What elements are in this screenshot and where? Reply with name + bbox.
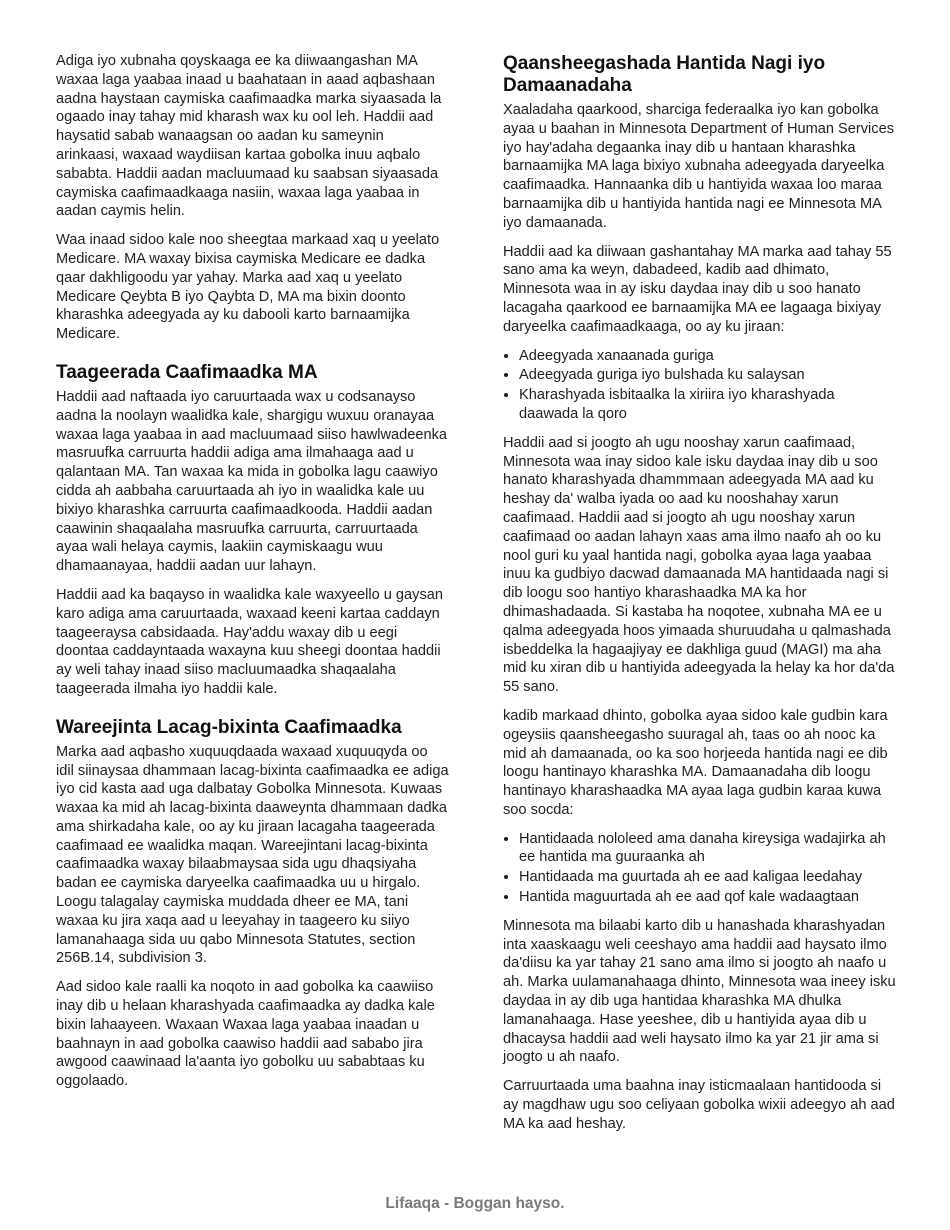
paragraph: Marka aad aqbasho xuquuqdaada waxaad xuquuqyda oo idil siinaysaa dhammaan lacag-bixinta caafimaadka ee adiga iyo cid kasta aad uga dalbatay Gobolka Minnesota. Kuwaas waxaa ka mid ah lacag-bixinta daaweynta dhammaan dadka ama shirkadaha kale, oo ay ku jiraan lacagaha taageerada caafimaad ee waalidka maqan. Wareejintani lacag-bixinta caafimaadka waxay bilaabmaysaa sida ugu dhaqsiyaha badan ee caymiska daryeelka caafimaadka uu u hirgalo. Loogu talagalay caymiska muddada dheer ee MA, tani waxaa ku jira xaqa aad u leeyahay in taageero ku siiyo lamanahaaga sida uu qabo Minnesota Statutes, section 256B.14, subdivision 3.: [56, 743, 449, 967]
paragraph: Haddii aad ka diiwaan gashantahay MA marka aad tahay 55 sano ama ka weyn, dabadeed, kadib aad dhimato, Minnesota waa in ay isku daydaa inay dib u soo hanato lacagaha qaarkood ee barnaamijka MA ee lagaaga bixiyay daryeelka caafimaadkaaga, oo ay ku jiraan:: [503, 243, 892, 335]
paragraph: Waa inaad sidoo kale noo sheegtaa markaad xaq u yeelato Medicare. MA waxay bixisa caymiska Medicare ee dadka qaar dakhligoodu yar yahay. Marka aad xaq u yeelato Medicare Qeybta B iyo Qaybta D, MA ma bixin doonto kharashka adeegyada ay ku dabooli karto barnaamijka Medicare.: [56, 232, 440, 343]
list-item: • Hantida maguurtada ah ee aad qof kale wadaagtaan: [519, 888, 896, 907]
paragraph: Minnesota ma bilaabi karto dib u hanashada kharashyadan inta xaaskaagu weli ceeshayo ama haddii aad haysato ilmo da'diisu ka yar tahay 21 sano ama ilmo si joogto ah naafo u ah. Marka uulamanahaaga dhinto, Minnesota waa ineey isku daydaa in ay dib uga hantidaa kharashka MA dhulka lamanahaaga. Hase yeeshee, dib u hantiyida ayaa dib u dhacaysa haddii aad weli haysato ilmo ka yar 21 jir ama si joogto u ah naafo.: [503, 917, 896, 1066]
left-column: [56, 52, 449, 1101]
paragraph: Haddii aad si joogto ah ugu nooshay xarun caafimaad, Minnesota waa inay sidoo kale isku daydaa inay dib u soo hanato kharashyada dhammmaan adeegyada MA aad ku heshay da' walba iyada oo aad ku nooshahay xarun caafimaad. Haddii aad si joogto ah ugu nooshay xarun caafimaad oo aadan lahayn xaas ama ilmo naafo ah oo ku nool guri ku yaal hantida nagi, gobolka ayaa laga yaabaa inuu ka gudbiyo dacwad damaanada MA hantidaada nagi si dib loogu soo hantiyo kharashaadka MA ka hor dhimashadaada. Si kastaba ha noqotee, xubnaha MA ee u qalma adeegyada hoos yimaada shuruudaha u qalmashada isbeddelka la hagaajiyay ee dakhliga guud (MAGI) ma aha mid ku xiran dib u hantiyida adeegyada la helay ka hor da'da 55 sano.: [503, 434, 895, 696]
paragraph: Haddii aad ka baqayso in waalidka kale waxyeello u gaysan karo adiga ama caruurtaada, waxaad keeni kartaa caddayn taageeraysa cabsidaada. Hay'addu waxay dib u eegi doontaa caddayntaada waxayna kuu sheegi doontaa haddii ay weli tahay inaad siiso macluumaadka shaqaalaha taageerada ilmaha iyo haddii kale.: [56, 586, 443, 697]
list-item: • Adeegyada guriga iyo bulshada ku salaysan: [519, 366, 896, 385]
bullet-list-services: [503, 347, 896, 424]
paragraph: Aad sidoo kale raalli ka noqoto in aad gobolka ka caawiiso inay dib u helaan kharashyada caafimaadka ay dadka kale bixin lahaayeen. Waxaan Waxaa laga yaabaa inaadan u baahnayn in aad gobolka caawiso haddii aad sababo jira awgood caawinaad la'aanta iyo gobolku uu sababtaas ku oggolaado.: [56, 979, 435, 1090]
list-item: • Adeegyada xanaanada guriga: [519, 347, 896, 366]
list-item: • Kharashyada isbitaalka la xiriira iyo kharashyada daawada la qoro: [519, 386, 896, 424]
paragraph: Xaaladaha qaarkood, sharciga federaalka iyo kan gobolka ayaa u baahan in Minnesota Department of Human Services iyo hay'adaha degaanka inay dib u hantaan kharashka barnaamijka MA laga bixiyo xubnaha adeegyada daryeelka caafimaadka. Hannaanka dib u hantiyida waxaa loo maraa barnaamijka dib u hantiyida hantida nagi ee Minnesota MA iyo damaanada.: [503, 102, 895, 231]
list-item: • Hantidaada ma guurtada ah ee aad kaligaa leedahay: [519, 868, 896, 887]
paragraph: Haddii aad naftaada iyo caruurtaada wax u codsanayso aadna la noolayn waalidka kale, shargigu wuxuu oranayaa waxaa laga yaabaa in aad macluumaad siiso hawlwadeenka masruufka carruurta haddii adiga ama ilmahaaga aad u qalantaan MA. Tan waxaa ka mida in gobolka lagu caawiyo cidda ah aabbaha caruurtaada ah iyo in waalidka kale uu bixiyo kharashka carruurta caafimaadkooda. Haddii aadan caawinin shaqaalaha masruufka carruurta, carruurtaada ayaa wali helaya caymis, laakiin caymiskaagu wuu dhamaanayaa, haddii aadan uur lahayn.: [56, 388, 448, 575]
bullet-list-liens: [503, 830, 896, 907]
paragraph: Adiga iyo xubnaha qoyskaaga ee ka diiwaangashan MA waxaa laga yaabaa inaad u baahataan in aaad aqbashaan aadna haystaan caymiska caafimaadka marka siyaasada la ogaado inay tahay mid kharash wax ku ool leh. Haddii aad haysatid sabab wanaagsan oo aadan ku sameynin arinkaasi, waxaad waydiisan kartaa gobolka inuu aqbalo sababta. Haddii aadan macluumaad ku saabsan siyaasada caymiska caafimaadkaaga nasiin, waxaa laga yaabaa in aadan caymis helin.: [56, 53, 442, 220]
paragraph: Carruurtaada uma baahna inay isticmaalaan hantidooda si ay magdhaw ugu soo celiyaan gobolka wixii adeegyo ah aad MA ka aad heshay.: [503, 1078, 895, 1132]
page-footer: Lifaaqa - Boggan hayso.: [385, 1195, 565, 1212]
right-column: [503, 52, 896, 1144]
list-item: • Hantidaada nololeed ama danaha kireysiga wadajirka ah ee hantida ma guuraanka ah: [519, 830, 896, 868]
section-heading-payment-assignment: Wareejinta Lacag-bixinta Caafimaadka: [56, 716, 402, 738]
section-heading-medical-support: Taageerada Caafimaadka MA: [56, 361, 318, 383]
paragraph: kadib markaad dhinto, gobolka ayaa sidoo kale gudbin kara ogeysiis qaansheegasho suuragal ah, taas oo ah nooc ka mid ah damaanada, oo ka soo horjeeda hantida nagi ee dib loogu hantinayo kharashka MA. Damaanadaha dib loogu hantinayo kharashaadka MA ayaa laga gudbin karaa kuwa soo socda:: [503, 707, 888, 818]
section-heading-estate-claims: Qaansheegashada Hantida Nagi iyo Damaanadaha: [503, 53, 826, 96]
